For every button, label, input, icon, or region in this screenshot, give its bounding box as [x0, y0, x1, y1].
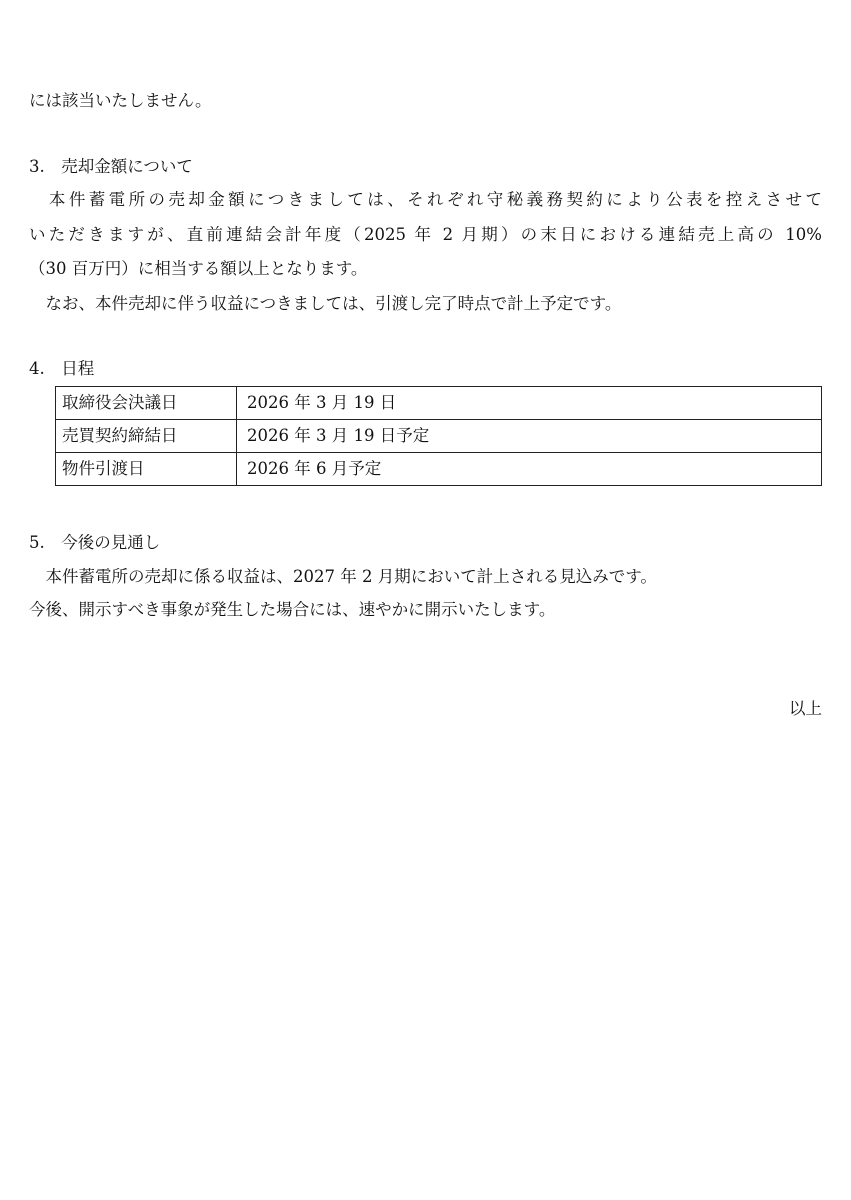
- table-row: [56, 420, 822, 453]
- section-3-paragraph-line-3: （30 百万円）に相当する額以上となります。: [29, 259, 368, 278]
- table-row: [56, 453, 822, 486]
- section-3-paragraph-2: なお、本件売却に伴う収益につきましては、引渡し完了時点で計上予定です。: [29, 294, 622, 313]
- schedule-date: 2026 年 6 月予定: [237, 453, 822, 486]
- intro-continuation: には該当いたしません。: [29, 91, 212, 110]
- section-5-heading: 5. 今後の見通し: [29, 533, 161, 552]
- section-5-line-1: 本件蓄電所の売却に係る収益は、2027 年 2 月期において計上される見込みです。: [29, 567, 657, 586]
- closing-mark: 以上: [789, 699, 822, 718]
- schedule-table: [55, 386, 822, 486]
- section-3-heading: 3. 売却金額について: [29, 157, 193, 176]
- schedule-label: 売買契約締結日: [56, 420, 237, 453]
- schedule-label: 物件引渡日: [56, 453, 237, 486]
- section-3-paragraph-line-1: 本件蓄電所の売却金額につきましては、それぞれ守秘義務契約により公表を控えさせて: [29, 190, 822, 209]
- table-row: [56, 387, 822, 420]
- section-4-heading: 4. 日程: [29, 359, 95, 378]
- schedule-date: 2026 年 3 月 19 日予定: [237, 420, 822, 453]
- section-5-line-2: 今後、開示すべき事象が発生した場合には、速やかに開示いたします。: [29, 600, 556, 619]
- schedule-label: 取締役会決議日: [56, 387, 237, 420]
- section-3-paragraph-line-2: いただきますが、直前連結会計年度（2025 年 2 月期）の末日における連結売上高の 10%: [29, 225, 822, 244]
- schedule-date: 2026 年 3 月 19 日: [237, 387, 822, 420]
